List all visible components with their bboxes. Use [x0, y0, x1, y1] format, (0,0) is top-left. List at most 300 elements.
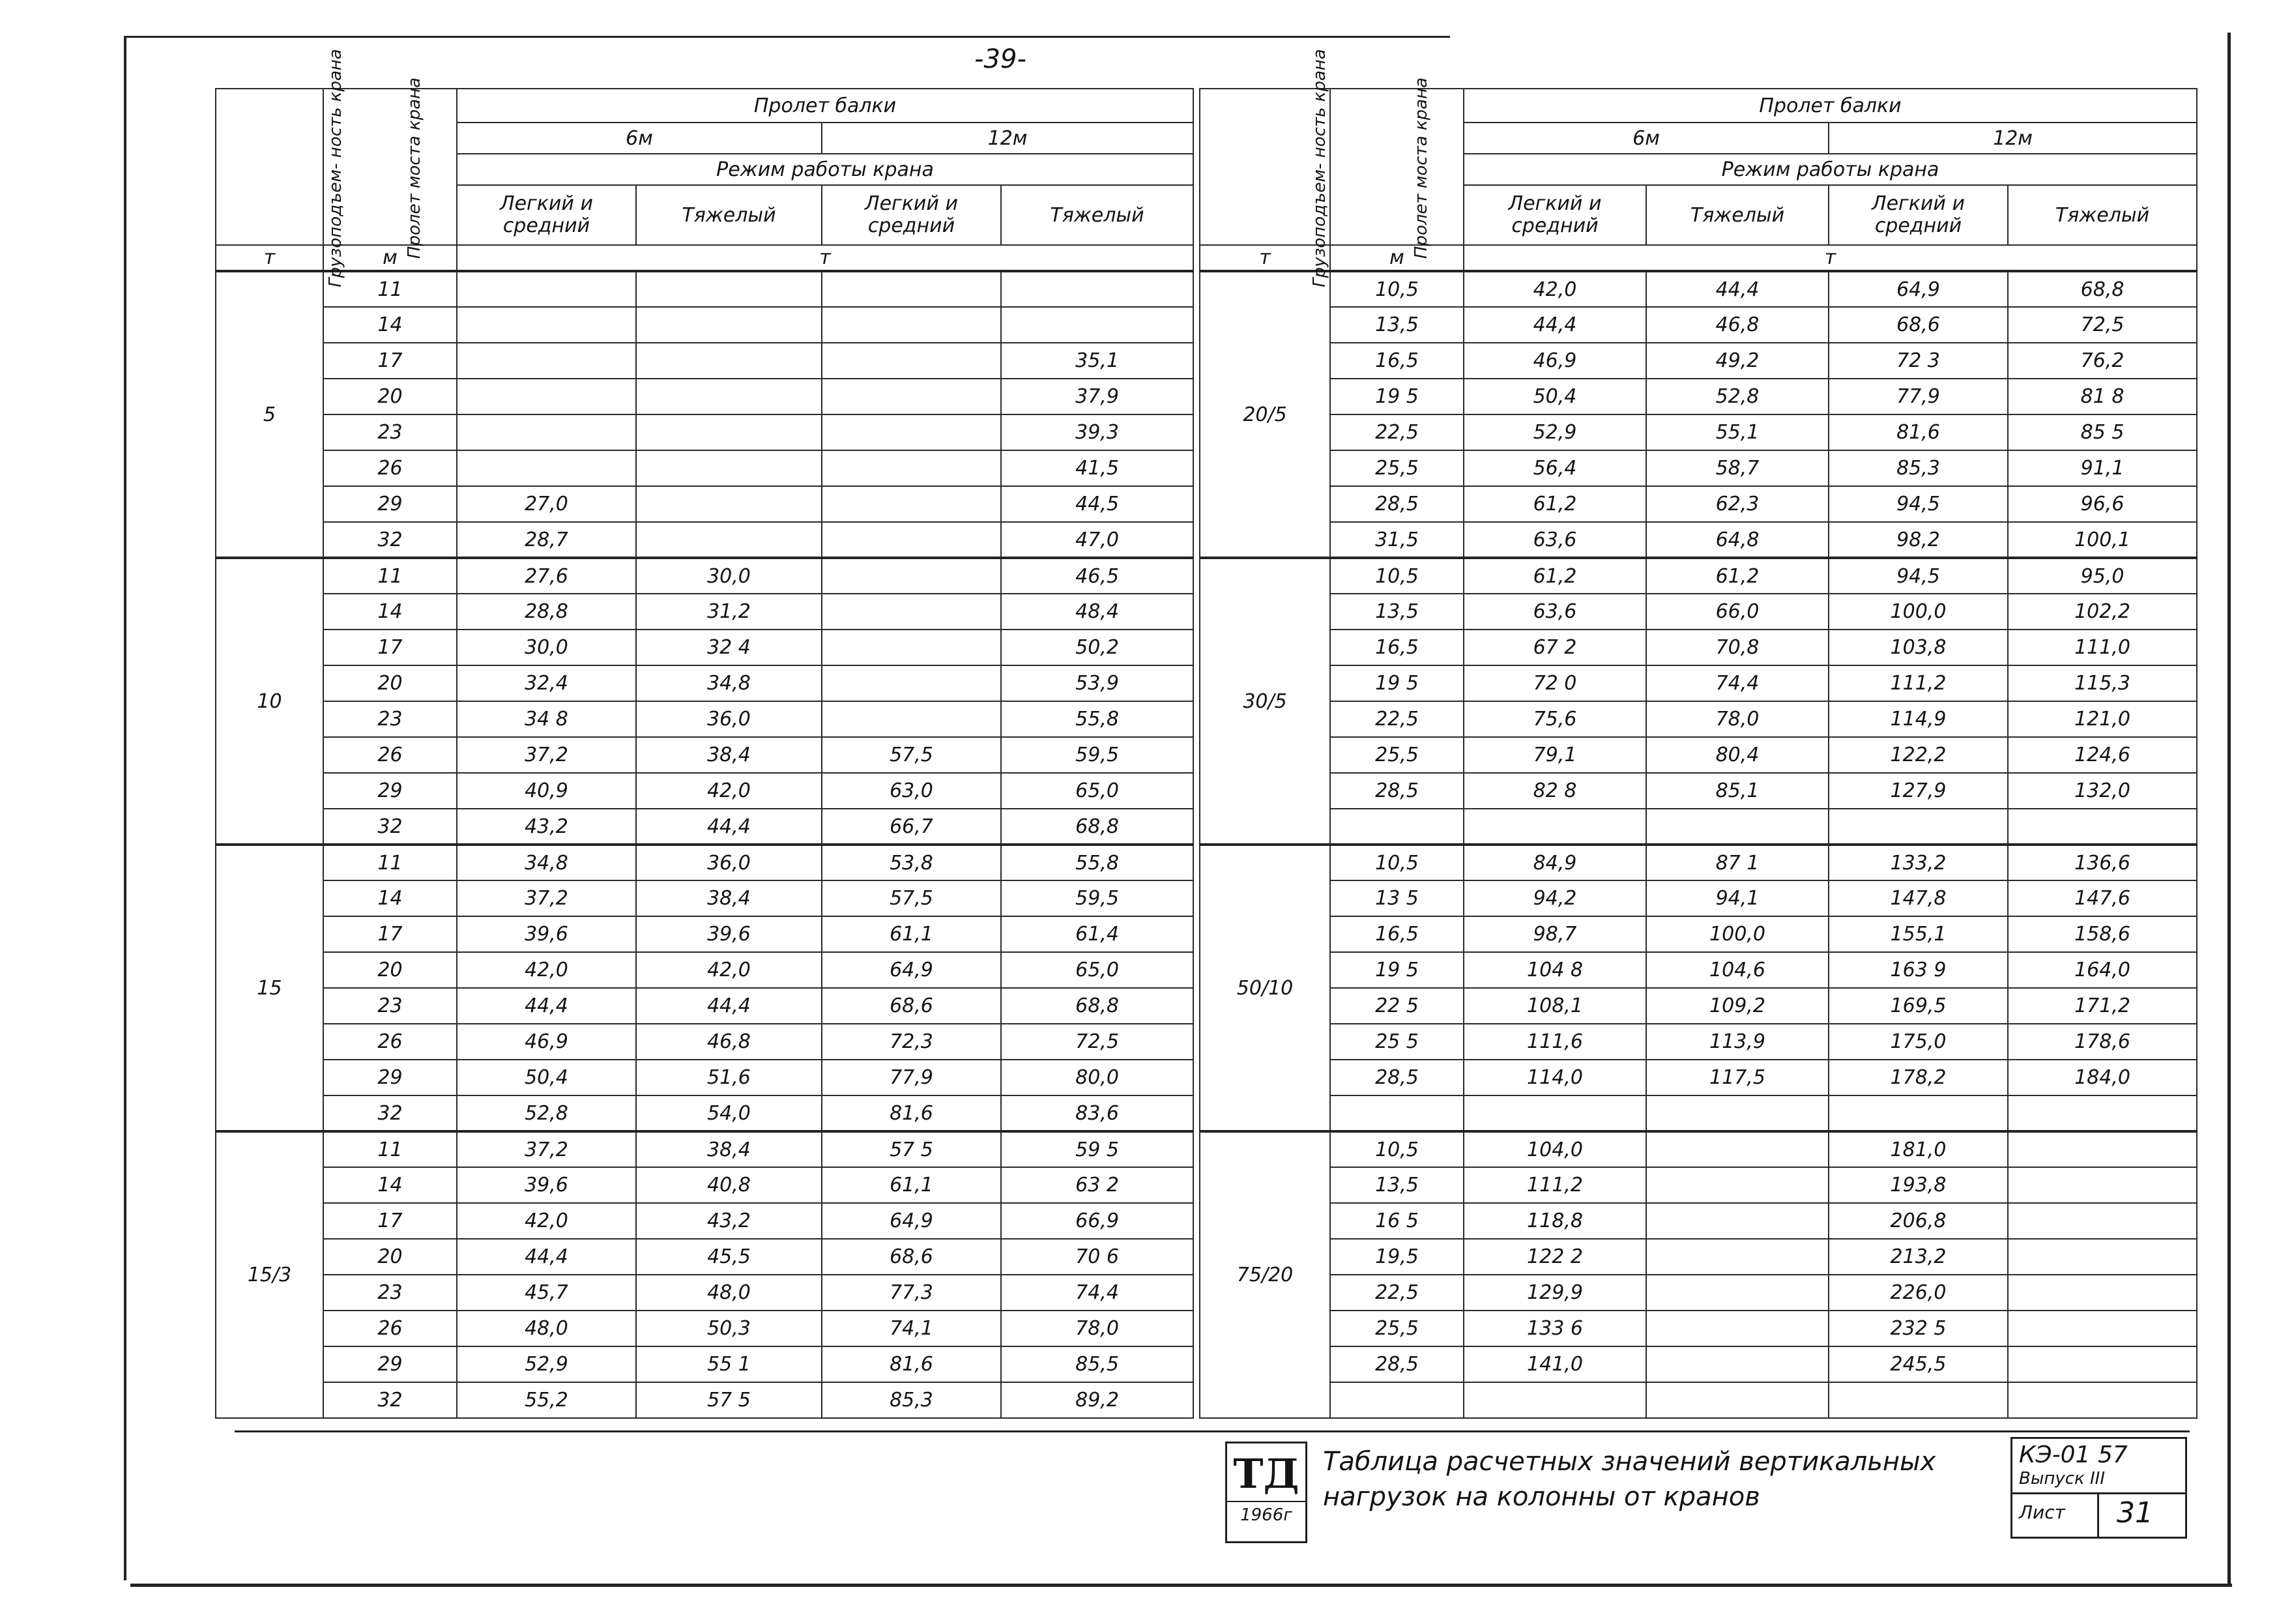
load-value-cell [1646, 1167, 1829, 1203]
load-value-cell: 171,2 [2008, 988, 2197, 1024]
span-cell: 28,5 [1330, 486, 1464, 522]
load-value-cell: 57 5 [822, 1131, 1001, 1167]
load-value-cell: 42,0 [457, 1203, 636, 1239]
load-value-cell: 155,1 [1829, 916, 2008, 952]
table-bottom-rule [235, 1430, 2190, 1432]
load-value-cell: 76,2 [2008, 343, 2197, 379]
table-row [1200, 880, 2197, 916]
load-value-cell: 46,5 [1001, 558, 1193, 594]
load-value-cell [2008, 1167, 2197, 1203]
load-value-cell: 70,8 [1646, 630, 1829, 665]
span-cell: 13,5 [1330, 307, 1464, 343]
load-value-cell: 57 5 [636, 1382, 822, 1418]
capacity-cell: 15/3 [216, 1131, 323, 1418]
load-value-cell: 45,5 [636, 1239, 822, 1275]
load-value-cell: 77,3 [822, 1275, 1001, 1311]
frame-left-border [124, 36, 126, 1580]
capacity-cell: 5 [216, 271, 323, 558]
table-row [1200, 737, 2197, 773]
span-cell: 20 [323, 952, 457, 988]
span-cell: 28,5 [1330, 773, 1464, 809]
issue-label: Выпуск III [2019, 1469, 2106, 1488]
table-row [1200, 701, 2197, 737]
unit-cell: м [1330, 245, 1464, 271]
load-value-cell: 32 4 [636, 630, 822, 665]
capacity-header: Грузоподъем- ность крана [1200, 89, 1330, 245]
table-row [1200, 379, 2197, 414]
load-value-cell [1646, 1239, 1829, 1275]
load-value-cell: 111,2 [1829, 665, 2008, 701]
sheet-label: Лист [2019, 1501, 2065, 1523]
load-value-cell: 42,0 [636, 952, 822, 988]
load-value-cell: 37,2 [457, 1131, 636, 1167]
load-value-cell: 63,0 [822, 773, 1001, 809]
load-value-cell: 68,6 [822, 988, 1001, 1024]
load-value-cell: 31,2 [636, 594, 822, 630]
load-value-cell: 111,6 [1464, 1024, 1646, 1060]
span-cell: 25,5 [1330, 1311, 1464, 1346]
load-value-cell: 61,2 [1464, 558, 1646, 594]
load-value-cell: 133,2 [1829, 845, 2008, 880]
load-value-cell: 59 5 [1001, 1131, 1193, 1167]
span-6m-header: 6м [1464, 123, 1829, 154]
table-row [216, 1167, 1193, 1203]
span-cell: 29 [323, 1060, 457, 1095]
load-value-cell: 94,5 [1829, 558, 2008, 594]
table-row [1200, 773, 2197, 809]
load-value-cell: 84,9 [1464, 845, 1646, 880]
table-row [216, 1095, 1193, 1131]
table-row [1200, 307, 2197, 343]
table-row [1200, 522, 2197, 558]
table-row [1200, 1060, 2197, 1095]
load-value-cell: 104,6 [1646, 952, 1829, 988]
load-value-cell: 30,0 [636, 558, 822, 594]
mode-header: Режим работы крана [457, 154, 1193, 185]
load-value-cell: 44,5 [1001, 486, 1193, 522]
load-value-cell: 55 1 [636, 1346, 822, 1382]
load-value-cell: 94,1 [1646, 880, 1829, 916]
table-row [216, 1382, 1193, 1418]
table-row [1200, 952, 2197, 988]
load-value-cell: 169,5 [1829, 988, 2008, 1024]
load-value-cell: 61,2 [1646, 558, 1829, 594]
light-header: Легкий и средний [1464, 185, 1646, 245]
table-row [216, 522, 1193, 558]
load-value-cell: 232 5 [1829, 1311, 2008, 1346]
load-value-cell: 41,5 [1001, 450, 1193, 486]
load-value-cell: 42,0 [1464, 271, 1646, 307]
table-row [216, 665, 1193, 701]
span-cell: 28,5 [1330, 1060, 1464, 1095]
load-value-cell [2008, 1382, 2197, 1418]
load-value-cell: 63,6 [1464, 594, 1646, 630]
beam-span-header: Пролет балки [457, 89, 1193, 123]
span-cell: 14 [323, 1167, 457, 1203]
span-cell: 22,5 [1330, 1275, 1464, 1311]
load-value-cell: 72 0 [1464, 665, 1646, 701]
load-value-cell: 28,8 [457, 594, 636, 630]
span-cell: 10,5 [1330, 1131, 1464, 1167]
load-value-cell: 47,0 [1001, 522, 1193, 558]
table-row [1200, 1382, 2197, 1418]
load-value-cell: 113,9 [1646, 1024, 1829, 1060]
table-row [216, 630, 1193, 665]
load-value-cell [1001, 271, 1193, 307]
load-value-cell: 64,8 [1646, 522, 1829, 558]
span-cell: 17 [323, 916, 457, 952]
span-cell: 20 [323, 379, 457, 414]
table-row [216, 343, 1193, 379]
table-row [1200, 558, 2197, 594]
load-value-cell: 117,5 [1646, 1060, 1829, 1095]
load-value-cell: 52,8 [1646, 379, 1829, 414]
span-cell: 25,5 [1330, 450, 1464, 486]
load-value-cell: 158,6 [2008, 916, 2197, 952]
span-cell [1330, 1382, 1464, 1418]
load-value-cell: 44,4 [457, 1239, 636, 1275]
load-value-cell: 30,0 [457, 630, 636, 665]
load-value-cell: 58,7 [1646, 450, 1829, 486]
load-value-cell: 66,7 [822, 809, 1001, 845]
span-cell: 16,5 [1330, 343, 1464, 379]
load-value-cell: 39,6 [457, 1167, 636, 1203]
load-value-cell: 78,0 [1001, 1311, 1193, 1346]
load-value-cell [1646, 1382, 1829, 1418]
span-cell: 25,5 [1330, 737, 1464, 773]
load-value-cell: 51,6 [636, 1060, 822, 1095]
unit-cell: т [216, 245, 323, 271]
span-cell: 31,5 [1330, 522, 1464, 558]
load-value-cell: 111,2 [1464, 1167, 1646, 1203]
load-value-cell: 27,0 [457, 486, 636, 522]
table-row [1200, 630, 2197, 665]
heavy-header: Тяжелый [2008, 185, 2197, 245]
load-value-cell: 72,5 [1001, 1024, 1193, 1060]
load-value-cell: 28,7 [457, 522, 636, 558]
load-value-cell: 53,9 [1001, 665, 1193, 701]
load-value-cell: 66,9 [1001, 1203, 1193, 1239]
unit-cell: т [1200, 245, 1330, 271]
table-row [216, 486, 1193, 522]
frame-right-border [2227, 33, 2231, 1587]
load-value-cell: 59,5 [1001, 737, 1193, 773]
load-value-cell: 68,6 [822, 1239, 1001, 1275]
load-value-cell: 42,0 [457, 952, 636, 988]
load-value-cell [636, 522, 822, 558]
span-cell: 32 [323, 522, 457, 558]
table-row [216, 916, 1193, 952]
span-cell: 17 [323, 630, 457, 665]
table-row [216, 1275, 1193, 1311]
span-cell: 29 [323, 773, 457, 809]
load-value-cell: 36,0 [636, 701, 822, 737]
load-value-cell: 68,6 [1829, 307, 2008, 343]
span-header: Пролет моста крана [323, 89, 457, 245]
load-value-cell: 124,6 [2008, 737, 2197, 773]
load-value-cell: 44,4 [1646, 271, 1829, 307]
load-value-cell: 87 1 [1646, 845, 1829, 880]
load-value-cell [822, 630, 1001, 665]
span-cell: 11 [323, 271, 457, 307]
load-value-cell: 80,4 [1646, 737, 1829, 773]
span-12m-header: 12м [1829, 123, 2197, 154]
load-value-cell: 75,6 [1464, 701, 1646, 737]
span-cell: 11 [323, 845, 457, 880]
load-value-cell: 114,0 [1464, 1060, 1646, 1095]
span-cell: 22,5 [1330, 701, 1464, 737]
mode-header: Режим работы крана [1464, 154, 2197, 185]
load-value-cell: 108,1 [1464, 988, 1646, 1024]
unit-cell: т [457, 245, 1193, 271]
table-row [216, 845, 1193, 880]
load-value-cell: 55,1 [1646, 414, 1829, 450]
load-value-cell: 104 8 [1464, 952, 1646, 988]
table-row [1200, 1346, 2197, 1382]
load-value-cell: 175,0 [1829, 1024, 2008, 1060]
load-value-cell [822, 558, 1001, 594]
load-value-cell: 44,4 [636, 809, 822, 845]
table-row [216, 594, 1193, 630]
load-value-cell: 74,4 [1646, 665, 1829, 701]
table-row [1200, 1095, 2197, 1131]
table-row [1200, 809, 2197, 845]
load-value-cell: 63 2 [1001, 1167, 1193, 1203]
load-value-cell: 77,9 [822, 1060, 1001, 1095]
table-row [216, 1203, 1193, 1239]
load-value-cell [822, 665, 1001, 701]
load-value-cell: 178,2 [1829, 1060, 2008, 1095]
span-header: Пролет моста крана [1330, 89, 1464, 245]
span-cell: 13,5 [1330, 1167, 1464, 1203]
load-value-cell [822, 450, 1001, 486]
load-value-cell: 100,0 [1829, 594, 2008, 630]
load-value-cell [1646, 1346, 1829, 1382]
span-cell: 16,5 [1330, 630, 1464, 665]
span-cell [1330, 1095, 1464, 1131]
frame-bottom-border [130, 1584, 2232, 1587]
table-row [216, 737, 1193, 773]
load-value-cell [636, 379, 822, 414]
load-value-cell [2008, 1131, 2197, 1167]
table-row [1200, 1275, 2197, 1311]
table-row [1200, 486, 2197, 522]
table-row [216, 809, 1193, 845]
span-cell: 32 [323, 1382, 457, 1418]
table-caption: Таблица расчетных значений вертикальных нагрузок на колонны от кранов [1323, 1447, 1936, 1512]
load-value-cell: 132,0 [2008, 773, 2197, 809]
load-value-cell [822, 271, 1001, 307]
load-value-cell [1464, 1382, 1646, 1418]
load-value-cell: 129,9 [1464, 1275, 1646, 1311]
table-row [1200, 1167, 2197, 1203]
capacity-cell: 30/5 [1200, 558, 1330, 845]
load-value-cell: 46,8 [636, 1024, 822, 1060]
load-value-cell [636, 450, 822, 486]
load-value-cell: 46,9 [457, 1024, 636, 1060]
page-number: -39- [974, 44, 1026, 74]
table-row [1200, 1239, 2197, 1275]
load-value-cell: 102,2 [2008, 594, 2197, 630]
load-value-cell: 74,1 [822, 1311, 1001, 1346]
load-value-cell: 85,5 [1001, 1346, 1193, 1382]
load-value-cell [822, 343, 1001, 379]
load-value-cell [636, 271, 822, 307]
load-value-cell: 121,0 [2008, 701, 2197, 737]
load-value-cell: 57,5 [822, 737, 1001, 773]
load-value-cell [457, 271, 636, 307]
span-cell: 17 [323, 343, 457, 379]
span-cell: 14 [323, 307, 457, 343]
load-value-cell: 68,8 [1001, 809, 1193, 845]
table-row [1200, 916, 2197, 952]
capacity-cell: 20/5 [1200, 271, 1330, 558]
load-value-cell: 104,0 [1464, 1131, 1646, 1167]
load-value-cell [1646, 1203, 1829, 1239]
load-value-cell: 67 2 [1464, 630, 1646, 665]
load-value-cell: 184,0 [2008, 1060, 2197, 1095]
capacity-header: Грузоподъем- ность крана [216, 89, 323, 245]
load-value-cell: 61,2 [1464, 486, 1646, 522]
load-value-cell: 136,6 [2008, 845, 2197, 880]
span-cell: 23 [323, 701, 457, 737]
table-row [216, 1346, 1193, 1382]
load-value-cell [1646, 1131, 1829, 1167]
load-value-cell: 68,8 [2008, 271, 2197, 307]
table-row [1200, 271, 2197, 307]
load-value-cell: 96,6 [2008, 486, 2197, 522]
load-value-cell: 61,1 [822, 1167, 1001, 1203]
load-value-cell: 34 8 [457, 701, 636, 737]
load-value-cell: 118,8 [1464, 1203, 1646, 1239]
load-value-cell: 39,6 [457, 916, 636, 952]
span-cell: 19,5 [1330, 1239, 1464, 1275]
load-value-cell: 72 3 [1829, 343, 2008, 379]
load-value-cell [2008, 1239, 2197, 1275]
load-value-cell: 50,3 [636, 1311, 822, 1346]
span-cell [1330, 809, 1464, 845]
title-block [2010, 1437, 2187, 1539]
table-row [216, 1060, 1193, 1095]
span-cell: 10,5 [1330, 558, 1464, 594]
load-value-cell: 141,0 [1464, 1346, 1646, 1382]
load-value-cell: 114,9 [1829, 701, 2008, 737]
load-value-cell: 164,0 [2008, 952, 2197, 988]
load-value-cell [1646, 1095, 1829, 1131]
td-stamp [1225, 1442, 1307, 1543]
document-code: КЭ-01 57 [2019, 1442, 2128, 1468]
load-value-cell: 52,9 [1464, 414, 1646, 450]
table-row [216, 414, 1193, 450]
load-value-cell: 81,6 [1829, 414, 2008, 450]
title-block-divider [2097, 1492, 2099, 1537]
load-value-cell: 34,8 [636, 665, 822, 701]
table-row [216, 450, 1193, 486]
load-value-cell [1829, 1095, 2008, 1131]
table-row [1200, 450, 2197, 486]
load-value-cell [1646, 1311, 1829, 1346]
load-value-cell: 89,2 [1001, 1382, 1193, 1418]
load-value-cell: 94,2 [1464, 880, 1646, 916]
load-value-cell: 37,9 [1001, 379, 1193, 414]
load-value-cell: 53,8 [822, 845, 1001, 880]
load-value-cell: 100,0 [1646, 916, 1829, 952]
load-value-cell: 193,8 [1829, 1167, 2008, 1203]
load-value-cell [1646, 1275, 1829, 1311]
load-value-cell: 38,4 [636, 737, 822, 773]
load-value-cell: 83,6 [1001, 1095, 1193, 1131]
load-value-cell: 74,4 [1001, 1275, 1193, 1311]
span-12m-header: 12м [822, 123, 1193, 154]
load-value-cell: 40,8 [636, 1167, 822, 1203]
table-row [216, 988, 1193, 1024]
load-value-cell: 226,0 [1829, 1275, 2008, 1311]
table-row [1200, 1131, 2197, 1167]
load-value-cell: 49,2 [1646, 343, 1829, 379]
load-value-cell [636, 486, 822, 522]
load-value-cell: 48,4 [1001, 594, 1193, 630]
heavy-header: Тяжелый [636, 185, 822, 245]
load-value-cell: 42,0 [636, 773, 822, 809]
load-value-cell: 122 2 [1464, 1239, 1646, 1275]
table-row [216, 701, 1193, 737]
load-value-cell: 79,1 [1464, 737, 1646, 773]
span-cell: 32 [323, 1095, 457, 1131]
load-value-cell: 34,8 [457, 845, 636, 880]
load-value-cell: 100,1 [2008, 522, 2197, 558]
load-value-cell: 66,0 [1646, 594, 1829, 630]
table-row [216, 379, 1193, 414]
load-value-cell [1464, 1095, 1646, 1131]
load-value-cell [822, 486, 1001, 522]
load-value-cell: 78,0 [1646, 701, 1829, 737]
load-value-cell: 80,0 [1001, 1060, 1193, 1095]
table-row [216, 1239, 1193, 1275]
load-value-cell: 45,7 [457, 1275, 636, 1311]
span-cell: 23 [323, 414, 457, 450]
load-value-cell [2008, 1275, 2197, 1311]
span-cell: 16 5 [1330, 1203, 1464, 1239]
table-row [1200, 845, 2197, 880]
span-cell: 14 [323, 880, 457, 916]
load-value-cell: 65,0 [1001, 773, 1193, 809]
load-value-cell [822, 701, 1001, 737]
load-value-cell: 64,9 [822, 952, 1001, 988]
load-value-cell: 57,5 [822, 880, 1001, 916]
stamp-year: 1966г [1227, 1501, 1305, 1528]
span-cell: 22,5 [1330, 414, 1464, 450]
span-cell: 23 [323, 988, 457, 1024]
span-cell: 26 [323, 737, 457, 773]
load-value-cell: 52,8 [457, 1095, 636, 1131]
load-value-cell [822, 594, 1001, 630]
load-value-cell [457, 414, 636, 450]
unit-cell: т [1464, 245, 2197, 271]
span-cell: 19 5 [1330, 665, 1464, 701]
load-value-cell: 147,6 [2008, 880, 2197, 916]
table-row [216, 880, 1193, 916]
load-value-cell: 133 6 [1464, 1311, 1646, 1346]
load-value-cell: 111,0 [2008, 630, 2197, 665]
load-value-cell: 109,2 [1646, 988, 1829, 1024]
capacity-cell: 75/20 [1200, 1131, 1330, 1418]
table-row [1200, 343, 2197, 379]
load-value-cell: 206,8 [1829, 1203, 2008, 1239]
table-row [216, 558, 1193, 594]
load-value-cell: 46,9 [1464, 343, 1646, 379]
load-value-cell: 48,0 [636, 1275, 822, 1311]
load-value-cell: 50,4 [457, 1060, 636, 1095]
